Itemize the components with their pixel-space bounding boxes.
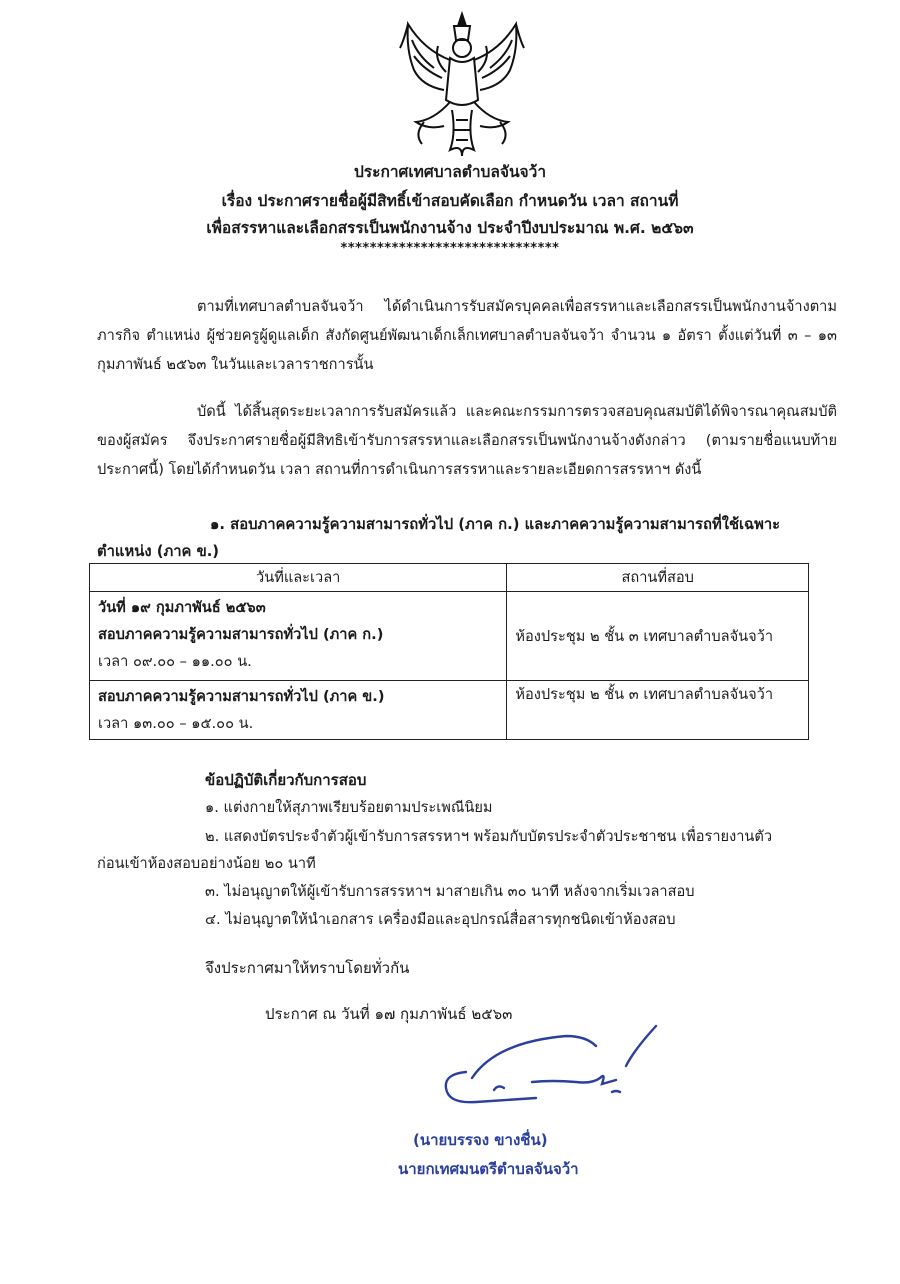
schedule-cell-datetime (90, 592, 507, 681)
exam-location: ห้องประชุม ๒ ชั้น ๓ เทศบาลตำบลจันจว้า (507, 681, 809, 740)
exam-date: วันที่ ๑๙ กุมภาพันธ์ ๒๕๖๓ (98, 599, 266, 616)
exam-name: สอบภาคความรู้ความสามารถทั่วไป (ภาค ข.) (98, 688, 385, 705)
status-paragraph (97, 397, 837, 484)
signer-position: นายกเทศมนตรีตำบลจันจว้า (398, 1160, 579, 1178)
rule-item: ๑. แต่งกายให้สุภาพเรียบร้อยตามประเพณีนิยม (205, 799, 493, 816)
signer-name: (นายบรรจง ขางชื่น) (413, 1131, 548, 1149)
column-header-location: สถานที่สอบ (507, 564, 809, 592)
intro-paragraph (97, 292, 837, 379)
schedule-cell-datetime (90, 681, 507, 740)
announcement-subject: เรื่อง ประกาศรายชื่อผู้มีสิทธิ์เข้าสอบคัดเลือก กำหนดวัน เวลา สถานที่ (221, 192, 679, 210)
exam-time: เวลา ๑๓.๐๐ – ๑๕.๐๐ น. (98, 715, 254, 732)
rule-item: ๒. แสดงบัตรประจำตัวผู้เข้ารับการสรรหาฯ พร้อมกับบัตรประจำตัวประชาชน เพื่อรายงานตัว (205, 828, 773, 845)
announcement-title: ประกาศเทศบาลตำบลจันจว้า (353, 163, 547, 181)
exam-schedule-table (89, 563, 809, 740)
announce-date: ประกาศ ณ วันที่ ๑๗ กุมภาพันธ์ ๒๕๖๓ (265, 1005, 513, 1023)
rule-item: ๔. ไม่อนุญาตให้นำเอกสาร เครื่องมือและอุปกรณ์สื่อสารทุกชนิดเข้าห้องสอบ (205, 911, 676, 928)
garuda-emblem-icon (394, 10, 530, 158)
section1-heading: ๑. สอบภาคความรู้ความสามารถทั่วไป (ภาค ก.) และภาคความรู้ความสามารถที่ใช้เฉพาะ (210, 516, 781, 533)
table-row (90, 681, 809, 740)
status-paragraph-text: บัดนี้ ได้สิ้นสุดระยะเวลาการรับสมัครแล้ว และคณะกรรมการตรวจสอบคุณสมบัติได้พิจารณาคุณสมบัติของผู้สมัคร จึงประกาศรายชื่อผู้มีสิทธิเข้ารับการสรรหาและเลือกสรรเป็นพนักงานจ้างดังกล่าว (ตามรายชื่อแนบท้ายประกาศนี้) โดยได้กำหนดวัน เวลา สถานที่การดำเนินการสรรหาและรายละเอียดการสรรหาฯ ดังนี้ (97, 403, 837, 478)
intro-paragraph-text: ตามที่เทศบาลตำบลจันจว้า ได้ดำเนินการรับสมัครบุคคลเพื่อสรรหาและเลือกสรรเป็นพนักงานจ้างตามภารกิจ ตำแหน่ง ผู้ช่วยครูผู้ดูแลเด็ก สังกัดศูนย์พัฒนาเด็กเล็กเทศบาลตำบลจันจว้า จำนวน ๑ อัตรา ตั้งแต่วันที่ ๓ – ๑๓ กุมภาพันธ์ ๒๕๖๓ ในวันและเวลาราชการนั้น (97, 298, 837, 373)
rule-item-cont: ก่อนเข้าห้องสอบอย่างน้อย ๒๐ นาที (97, 855, 316, 872)
rule-item: ๓. ไม่อนุญาตให้ผู้เข้ารับการสรรหาฯ มาสายเกิน ๓๐ นาที หลังจากเริ่มเวลาสอบ (205, 883, 695, 900)
exam-time: เวลา ๐๙.๐๐ – ๑๑.๐๐ น. (98, 653, 252, 670)
signature-mark (436, 1022, 666, 1132)
rules-heading: ข้อปฏิบัติเกี่ยวกับการสอบ (205, 771, 367, 789)
section1-heading-cont: ตำแหน่ง (ภาค ข.) (97, 543, 220, 560)
closing-statement: จึงประกาศมาให้ทราบโดยทั่วกัน (205, 959, 410, 977)
table-row (90, 592, 809, 681)
table-header-row (90, 564, 809, 592)
header-divider: ****************************** (340, 241, 560, 256)
announcement-subject-line2: เพื่อสรรหาและเลือกสรรเป็นพนักงานจ้าง ประจำปีงบประมาณ พ.ศ. ๒๕๖๓ (206, 219, 694, 237)
exam-name: สอบภาคความรู้ความสามารถทั่วไป (ภาค ก.) (98, 626, 384, 643)
column-header-datetime: วันที่และเวลา (90, 564, 507, 592)
exam-location: ห้องประชุม ๒ ชั้น ๓ เทศบาลตำบลจันจว้า (507, 592, 809, 681)
